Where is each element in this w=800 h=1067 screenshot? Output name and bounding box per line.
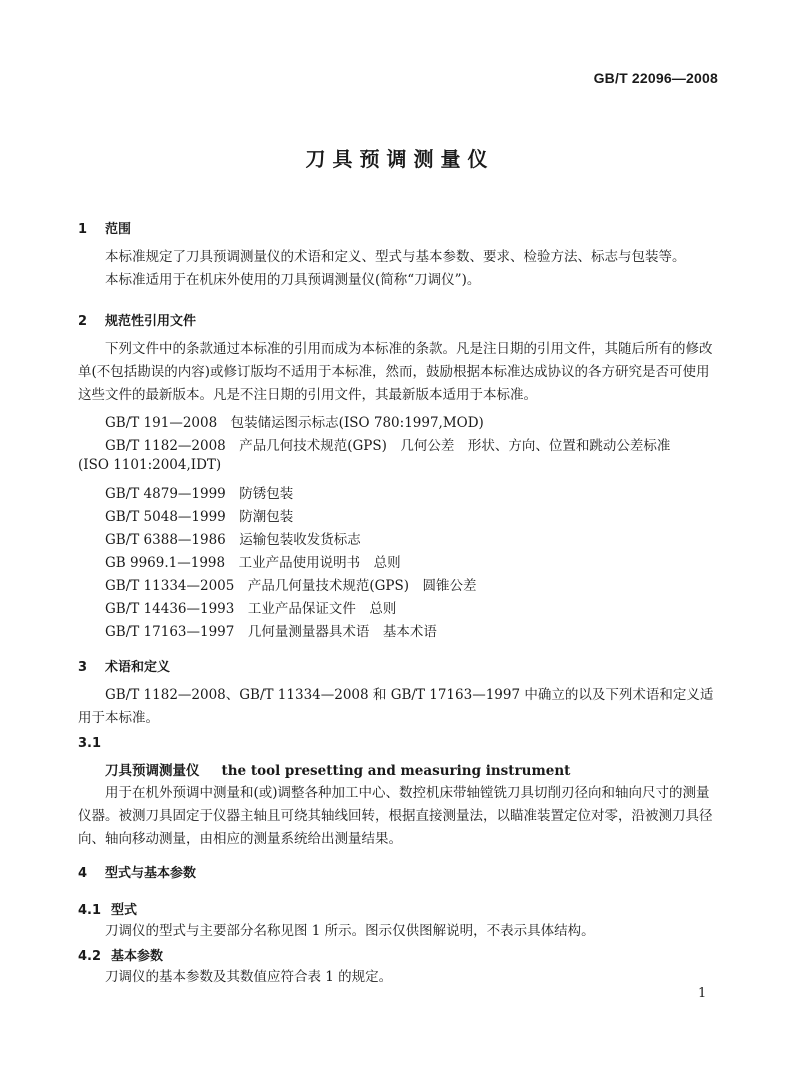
reference-item: GB/T 6388—1986 运输包装收发货标志 [105, 532, 361, 548]
reference-item: GB/T 17163—1997 几何量测量器具术语 基本术语 [105, 624, 437, 640]
clause-4-1-text: 刀调仪的型式与主要部分名称见图 1 所示。图示仅供图解说明，不表示具体结构。 [105, 923, 595, 939]
section-number: 4 [78, 866, 88, 881]
clause-title: 基本参数 [111, 949, 164, 964]
reference-item: GB/T 5048—1999 防潮包装 [105, 509, 294, 525]
section-2-heading [78, 310, 196, 329]
section-4-heading [78, 862, 196, 881]
clause-title: 型式 [111, 903, 138, 918]
clause-number: 3.1 [78, 736, 102, 751]
page-number: 1 [698, 986, 707, 1001]
section-title: 范围 [105, 222, 132, 237]
section-number: 1 [78, 222, 88, 237]
clause-4-1-heading [78, 899, 137, 918]
section-title: 型式与基本参数 [105, 866, 197, 881]
section-1-heading [78, 218, 131, 237]
reference-item: GB/T 1182—2008 产品几何技术规范(GPS) 几何公差 形状、方向、位置和跳动公差标准 [105, 438, 671, 454]
clause-number: 4.2 [78, 949, 102, 964]
scope-paragraph-1: 本标准规定了刀具预调测量仪的术语和定义、型式与基本参数、要求、检验方法、标志与包装等。 [105, 249, 686, 265]
reference-item: GB/T 4879—1999 防锈包装 [105, 486, 294, 502]
clause-4-2-text: 刀调仪的基本参数及其数值应符合表 1 的规定。 [105, 969, 393, 985]
standard-code: GB/T 22096—2008 [593, 70, 718, 86]
clause-4-2-heading [78, 945, 163, 964]
section-number: 3 [78, 660, 88, 675]
reference-item-continuation: (ISO 1101:2004,IDT) [78, 457, 222, 473]
normative-references-intro: 下列文件中的条款通过本标准的引用而成为本标准的条款。凡是注日期的引用文件，其随后所有的修改单(不包括勘误的内容)或修订版均不适用于本标准，然而，鼓励根据本标准达成协议的各方研究是否可使用这些文件的最新版本。凡是不注日期的引用文件，其最新版本适用于本标准。 [78, 341, 713, 403]
terms-intro: GB/T 1182—2008、GB/T 11334—2008 和 GB/T 17163—1997 中确立的以及下列术语和定义适用于本标准。 [78, 687, 714, 726]
document-title: 刀具预调测量仪 [305, 147, 495, 171]
term-english: the tool presetting and measuring instrument [221, 763, 571, 779]
section-title: 术语和定义 [105, 660, 171, 675]
reference-item: GB/T 14436—1993 工业产品保证文件 总则 [105, 601, 397, 617]
section-title: 规范性引用文件 [105, 314, 197, 329]
section-3-heading [78, 656, 170, 675]
clause-number: 4.1 [78, 903, 102, 918]
scope-paragraph-2: 本标准适用于在机床外使用的刀具预调测量仪(简称“刀调仪”)。 [105, 272, 481, 288]
clause-3-1-number [78, 736, 101, 751]
reference-item: GB/T 191—2008 包装储运图示标志(ISO 780:1997,MOD) [105, 415, 484, 431]
reference-item: GB 9969.1—1998 工业产品使用说明书 总则 [105, 555, 401, 571]
reference-item: GB/T 11334—2005 产品几何量技术规范(GPS) 圆锥公差 [105, 578, 477, 594]
term-entry [105, 759, 570, 779]
term-chinese: 刀具预调测量仪 [105, 763, 200, 779]
term-definition: 用于在机外预调中测量和(或)调整各种加工中心、数控机床带轴镗铣刀具切削刃径向和轴向尺寸的测量仪器。被测刀具固定于仪器主轴且可绕其轴线回转，根据直接测量法，以瞄准装置定位对零，沿被测刀具径向、轴向移动测量，由相应的测量系统给出测量结果。 [78, 785, 713, 847]
section-number: 2 [78, 314, 88, 329]
